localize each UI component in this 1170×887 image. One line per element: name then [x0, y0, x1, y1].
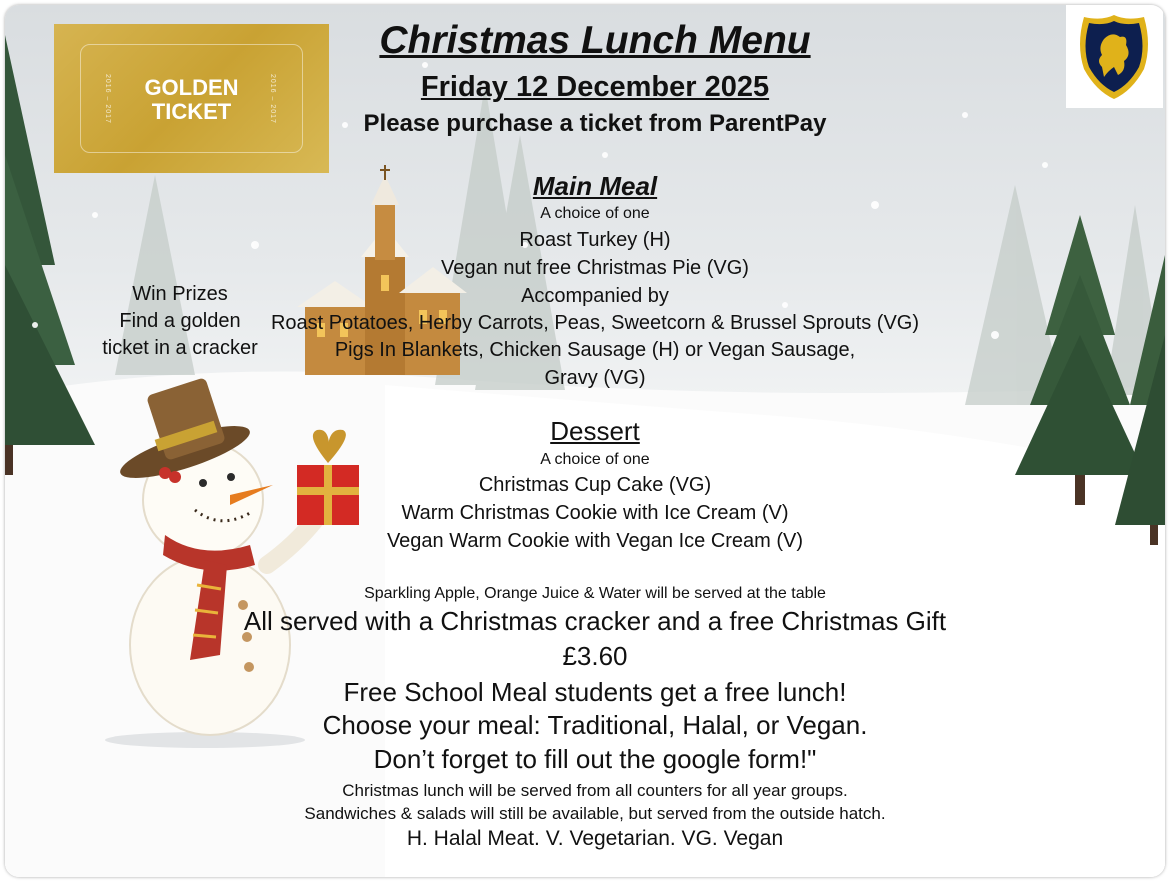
school-crest-icon [1066, 5, 1163, 108]
main-meal-choice-note: A choice of one [540, 205, 650, 222]
dessert-choice-note: A choice of one [540, 451, 650, 468]
main-meal-option: Roast Turkey (H) [519, 229, 671, 251]
accompaniments-heading: Accompanied by [521, 285, 669, 307]
event-date: Friday 12 December 2025 [420, 71, 770, 103]
served-with-note: All served with a Christmas cracker and a free Christmas Gift [243, 606, 947, 636]
ticket-label-line1: GOLDEN [144, 75, 239, 100]
ticket-year-left: 2016 – 2017 [104, 74, 111, 124]
school-crest [1066, 5, 1163, 108]
drinks-note: Sparkling Apple, Orange Juice & Water will be served at the table [364, 585, 826, 602]
dessert-option: Christmas Cup Cake (VG) [478, 474, 712, 496]
meal-choice-note: Choose your meal: Traditional, Halal, or Vegan. [322, 710, 868, 740]
accompaniment-line: Roast Potatoes, Herby Carrots, Peas, Sweetcorn & Brussel Sprouts (VG) [270, 312, 920, 334]
google-form-reminder: Don’t forget to fill out the google form!" [373, 744, 817, 774]
dessert-option: Warm Christmas Cookie with Ice Cream (V) [401, 502, 789, 524]
purchase-instruction: Please purchase a ticket from ParentPay [363, 110, 827, 137]
sandwiches-note: Sandwiches & salads will still be available, but served from the outside hatch. [304, 804, 886, 823]
main-meal-heading: Main Meal [532, 171, 658, 201]
menu-poster [5, 5, 1165, 877]
free-school-meal-note: Free School Meal students get a free lunch! [343, 677, 847, 707]
ticket-label-line2: TICKET [151, 99, 232, 124]
dessert-heading: Dessert [550, 416, 640, 446]
accompaniment-line: Gravy (VG) [544, 367, 646, 389]
ticket-year-right: 2016 – 2017 [269, 74, 276, 124]
counters-note: Christmas lunch will be served from all counters for all year groups. [342, 781, 848, 800]
prizes-line: Win Prizes [132, 283, 228, 305]
price: £3.60 [562, 641, 628, 671]
prizes-line: Find a golden [119, 310, 241, 332]
prizes-line: ticket in a cracker [102, 337, 258, 359]
dessert-option: Vegan Warm Cookie with Vegan Ice Cream (V) [386, 530, 804, 552]
page-title: Christmas Lunch Menu [379, 19, 811, 62]
prizes-note [85, 281, 275, 362]
dietary-key: H. Halal Meat. V. Vegetarian. VG. Vegan [406, 827, 784, 850]
main-meal-option: Vegan nut free Christmas Pie (VG) [441, 257, 749, 279]
accompaniment-line: Pigs In Blankets, Chicken Sausage (H) or Vegan Sausage, [334, 339, 856, 361]
